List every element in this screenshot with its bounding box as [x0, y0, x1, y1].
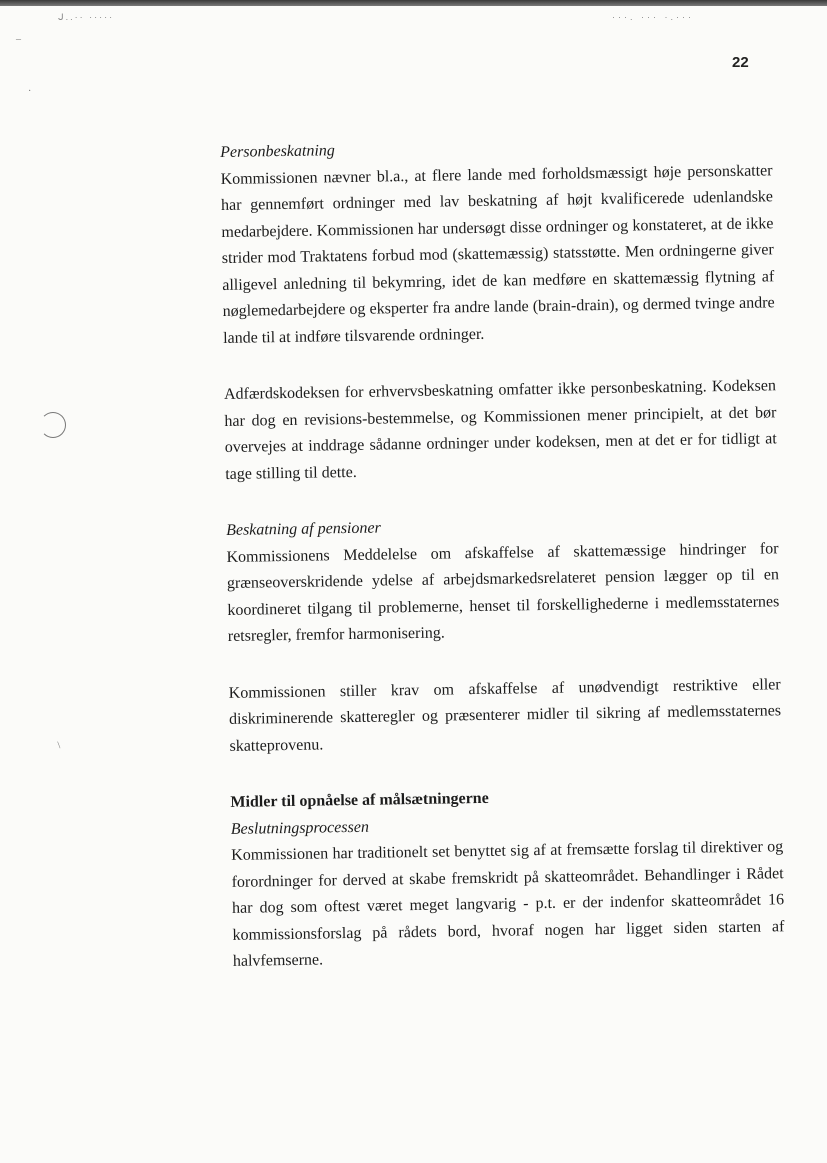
paragraph: Kommissionens Meddelelse om afskaffelse af skattemæssige hindringer for grænseoverskridende ydelse af arbejdsmarkedsrelateret pension lægger op til en koordineret tilgang til problemerne, henset til forskellighederne i medlemsstaternes retsregler, fremfor harmonisering.	[226, 539, 780, 645]
margin-stroke-mark: /	[54, 740, 64, 751]
section-heading-personbeskatning: Personbeskatning	[220, 142, 335, 161]
section-heading-pensioner: Beskatning af pensioner	[226, 519, 381, 539]
header-left-text: ᒍ..·· ·····	[58, 12, 115, 22]
scan-top-edge	[0, 0, 827, 6]
header-right-text: ···. ··· ·.···	[612, 12, 694, 22]
document-body	[220, 131, 785, 975]
margin-dash-mark: –	[16, 34, 21, 45]
section-heading-midler: Midler til opnåelse af målsætningerne	[230, 789, 489, 811]
paragraph: Adfærdskodeksen for erhvervsbeskatning omfatter ikke personbeskatning. Kodeksen har dog en revisions-bestemmelse, og Kommissionen mener principielt, at det bør overvejes at inddrage sådanne ordninger under kodeksen, men at det er for tidligt at tage stilling til dette.	[223, 377, 777, 483]
punch-hole-mark	[40, 412, 66, 438]
paragraph: Kommissionen har traditionelt set benyttet sig af at fremsætte forslag til direktiver og forordninger for derved at skabe fremskridt på skatteområdet. Behandlinger i Rådet har dog som oftest været meget langvarig - p.t. er der indenfor skatteområdet 16 kommissionsforslag på rådets bord, hvoraf nogen har ligget siden starten af halvfemserne.	[231, 838, 785, 970]
subheading-beslutningsprocessen: Beslutningsprocessen	[230, 818, 370, 838]
paragraph: Kommissionen nævner bl.a., at flere lande med forholdsmæssigt høje personskatter har gennemført ordninger med lav beskatning af højt kvalificerede udenlandske medarbejdere. Kommissionen har undersøgt disse ordninger og konstateret, at de ikke strider mod Traktatens forbud mod (skattemæssig) statsstøtte. Men ordningerne giver alligevel anledning til bekymring, idet de kan medføre en skattemæssig flytning af nøglemedarbejdere og eksperter fra andre lande (brain-drain), og dermed tvinge andre lande til at indføre tilsvarende ordninger.	[220, 161, 775, 347]
page-number: 22	[732, 54, 749, 71]
scan-header	[0, 12, 827, 26]
margin-dot-mark: ·	[28, 86, 32, 97]
paragraph: Kommissionen stiller krav om afskaffelse af unødvendigt restriktive eller diskriminerende skatteregler og præsenterer midler til sikring af medlemsstaternes skatteprovenu.	[228, 675, 782, 755]
